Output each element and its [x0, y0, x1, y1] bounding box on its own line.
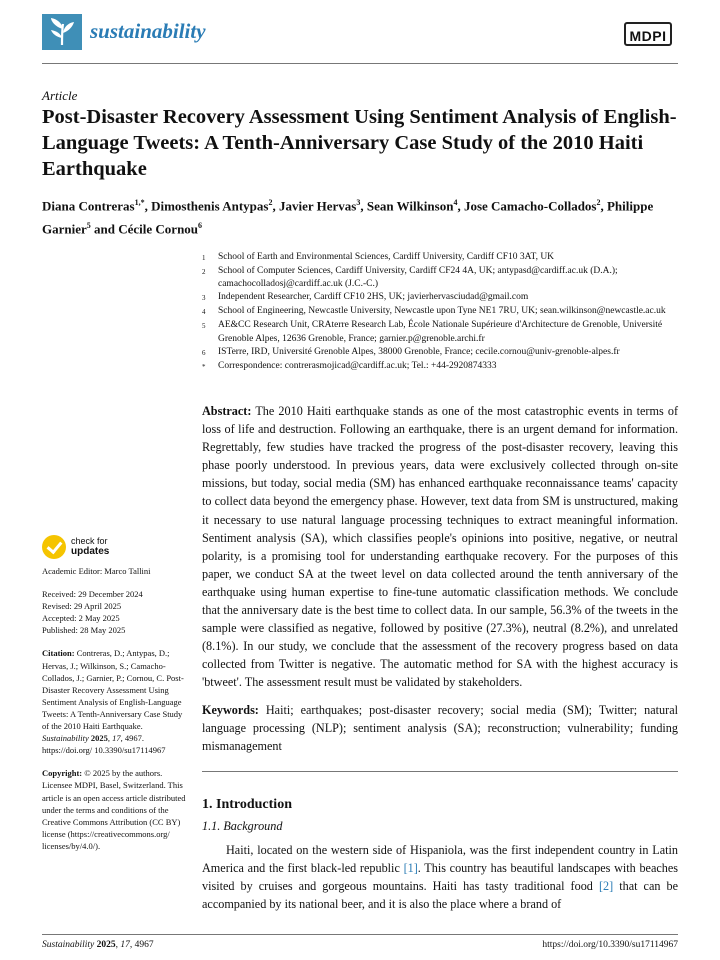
footer-volume: 17: [120, 940, 130, 950]
author-name: Diana Contreras: [42, 198, 135, 214]
intro-text-1: Haiti, located on the western side of Hispaniola, was the first independent country in Latin America and the first black-led republic: [202, 843, 678, 876]
affiliation-number: *: [202, 362, 206, 371]
intro-text-3: that can be accompanied by its national beer, and it is also the place where a brand of: [202, 879, 678, 912]
author-separator: ,: [600, 198, 607, 214]
affiliation-number: 4: [202, 308, 206, 317]
author-name: Jose Camacho-Collados: [463, 198, 597, 214]
copyright: [42, 767, 188, 852]
article-type: Article: [42, 88, 78, 103]
affiliation-item: [202, 346, 682, 360]
citation-doi[interactable]: , 4967. https://doi.org/ 10.3390/su17114967: [42, 733, 166, 756]
reference-link-2[interactable]: [2]: [598, 879, 614, 894]
author-affiliation-marker: 6: [198, 221, 203, 231]
affiliation-text: School of Engineering, Newcastle University, Newcastle upon Tyne NE1 7RU, UK; sean.wilkinson@newcastle.ac.uk: [218, 306, 666, 317]
author-name: Javier Hervas: [278, 198, 357, 214]
check-updates-label: check for: [71, 536, 108, 546]
author-name: Cécile Cornou: [118, 221, 199, 237]
revised-date: Revised: 29 April 2025: [42, 601, 122, 612]
published-date: Published: 28 May 2025: [42, 625, 126, 636]
author-separator: ,: [272, 198, 279, 214]
keywords-text: Haiti; earthquakes; post-disaster recovery; social media (SM); Twitter; natural language processing (NLP); sentiment analysis (SA); reconstruction; vulnerability; funding mismanagement: [202, 703, 678, 754]
author-separator: ,: [457, 198, 464, 214]
reference-link-1[interactable]: [1]: [403, 861, 418, 876]
subsection-heading: 1.1. Background: [202, 819, 283, 833]
author-affiliation-marker: 2: [268, 198, 273, 207]
affiliation-number: 3: [202, 294, 206, 303]
footer-doi-link[interactable]: https://doi.org/10.3390/su17114967: [542, 940, 678, 950]
author-list: [42, 193, 682, 240]
affiliation-text: Correspondence: contrerasmojicad@cardiff.ac.uk; Tel.: +44-2920874333: [218, 360, 497, 371]
author-affiliation-marker: 2: [596, 198, 601, 207]
author-affiliation-marker: 1,*: [134, 198, 145, 207]
citation-text: Contreras, D.; Antypas, D.; Hervas, J.; Wilkinson, S.; Camacho-Collados, J.; Garnier, P.; Cornou, C. Post-Disaster Recovery Assessment Using Sentiment Analysis of English-Language Tweets: A Tenth-Anniversary Case Study of the 2010 Haiti Earthquake.: [42, 648, 184, 732]
author-separator: ,: [144, 198, 152, 214]
affiliation-number: 6: [202, 348, 206, 357]
author-affiliation-marker: 3: [356, 198, 361, 207]
paper-title: Post-Disaster Recovery Assessment Using Sentiment Analysis of English-Language Tweets: A Tenth-Anniversary Case Study of the 2010 Haiti Earthquake: [42, 106, 677, 180]
affiliations: [202, 251, 682, 374]
check-updates-label-bold: updates: [71, 546, 110, 557]
section-divider: [202, 771, 678, 772]
affiliation-text: ISTerre, IRD, Université Grenoble Alpes, 38000 Grenoble, France; cecile.cornou@univ-grenoble-alpes.fr: [218, 346, 620, 357]
accepted-date: Accepted: 2 May 2025: [42, 613, 120, 624]
footer-divider: [42, 934, 678, 935]
abstract-text: The 2010 Haiti earthquake stands as one of the most catastrophic events in terms of loss of life and destruction. Following an earthquake, there is an urgent demand for information. Regrettably, few studies have tracked the progress of the post-disaster recovery, leaving this phase poorly understood. In previous years, data were exclusively collected through on-site missions, but today, social media (SM) has enhanced earthquake reconnaissance teams' capacity to collect data beyond the emergency phase. However, text data from SM is unstructured, making it necessary to use natural language processing techniques to extract meaningful information. Sentiment analysis (SA), which classifies people's opinions into positive, negative, or neutral polarity, is a promising tool for understanding earthquake recovery. For the purposes of this paper, we conduct SA at the tweet level on data collected around the tenth anniversary of the earthquake using human expertise to fine-tune automatic classification methods. We conclude that the anniversary date is the best time to collect data. In our sample, 56.3% of the tweets in the sample were classified as negative, followed by positive (27.3%), neutral (8.2%), and unrelated (8.1%). In our study, we conclude that the assessment of the recovery progress based on data collected from Twitter is negative. The automatic method for SA with the highest accuracy is 'btweet'. The assessment result must be validated by stakeholders.: [202, 404, 679, 690]
abstract: [202, 402, 678, 692]
keywords-label: Keywords:: [202, 703, 259, 717]
footer-article: , 4967: [129, 940, 154, 950]
check-updates-icon: [42, 535, 66, 559]
citation-label: Citation:: [42, 648, 75, 659]
affiliation-item: [202, 360, 682, 374]
received-date: Received: 29 December 2024: [42, 589, 143, 600]
affiliation-text: Independent Researcher, Cardiff CF10 2HS, UK; javierhervasciudad@gmail.com: [218, 292, 529, 303]
affiliation-text: AE&CC Research Unit, CRAterre Research Lab, École Nationale Supérieure d'Architecture de Grenoble, Université Grenoble Alpes, 12636 Grenoble, France; garnier.p@grenoble.archi.fr: [218, 320, 663, 344]
citation-journal: Sustainability: [42, 733, 89, 744]
affiliation-number: 5: [202, 322, 206, 331]
copyright-label: Copyright:: [42, 768, 83, 779]
affiliation-text: School of Computer Sciences, Cardiff University, Cardiff CF24 4A, UK; antypasd@cardiff.ac.uk (D.A.); camachocolladosj@cardiff.ac.uk (J.C.-C.): [218, 266, 618, 290]
copyright-text: © 2025 by the authors. Licensee MDPI, Basel, Switzerland. This article is an open access article distributed under the terms and conditions of the Creative Commons Attribution (CC BY) license (https://creativecommons.org/ licenses/by/4.0/).: [42, 768, 186, 851]
affiliation-number: 2: [202, 268, 206, 277]
academic-editor: Academic Editor: Marco Tallini: [42, 566, 151, 576]
citation-year: 2025: [90, 733, 108, 744]
author-separator: and: [90, 221, 119, 237]
author-separator: ,: [360, 198, 367, 214]
author-name: Philippe Garnier: [42, 198, 654, 237]
check-for-updates-button[interactable]: [42, 535, 182, 561]
footer-journal: Sustainability: [42, 940, 95, 950]
author-name: Sean Wilkinson: [366, 198, 454, 214]
affiliation-item: [202, 265, 682, 291]
sidebar-metadata: [42, 565, 188, 852]
header-divider: [42, 63, 678, 64]
author-affiliation-marker: 5: [86, 221, 91, 231]
publisher-logo[interactable]: MDPI: [624, 22, 672, 46]
intro-text-2: . This country has beautiful landscapes with beaches visited by cruises and gorgeous mountains. Haiti has tasty traditional food: [202, 861, 679, 894]
footer-year: 2025: [96, 940, 116, 950]
citation: Citation: Contreras, D.; Antypas, D.; Hervas, J.; Wilkinson, S.; Camacho-Collados, J.; Garnier, P.; Cornou, C. Post-Disaster Recovery Assessment Using Sentiment Analysis of English-Language Tweets: A Tenth-Anniversary Case Study of the 2010 Haiti Earthquake. Sustainability 2025, 17, 4967. https://doi.org/ 10.3390/su17114967: [42, 648, 184, 756]
intro-paragraph: [202, 841, 678, 913]
affiliation-item: [202, 305, 682, 319]
abstract-label: Abstract:: [202, 404, 252, 418]
affiliation-item: [202, 319, 682, 345]
keywords: [202, 701, 678, 755]
affiliation-text: School of Earth and Environmental Sciences, Cardiff University, Cardiff CF10 3AT, UK: [218, 252, 555, 262]
section-heading: 1. Introduction: [202, 797, 292, 812]
journal-name[interactable]: sustainability: [90, 19, 206, 43]
author-name: Dimosthenis Antypas: [151, 198, 269, 214]
affiliation-item: [202, 251, 682, 265]
affiliation-number: 1: [202, 254, 206, 262]
journal-logo-icon: [42, 14, 82, 50]
footer-citation: Sustainability 2025, 17, 4967: [42, 940, 154, 950]
author-affiliation-marker: 4: [453, 198, 458, 207]
affiliation-item: [202, 291, 682, 305]
citation-volume: 17: [112, 733, 121, 744]
